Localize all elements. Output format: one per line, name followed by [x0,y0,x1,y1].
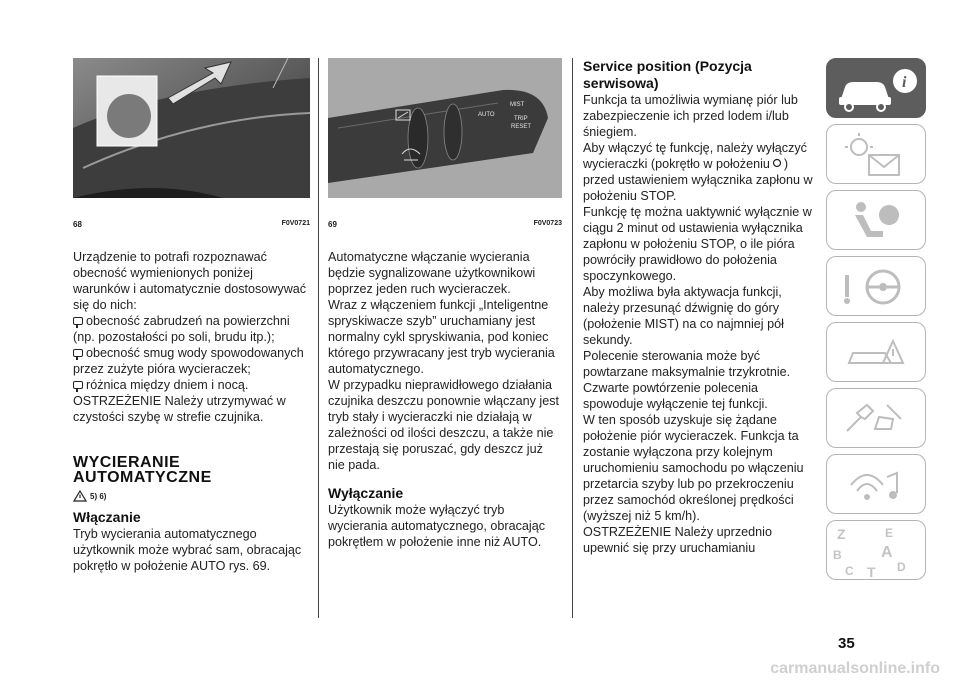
stalk-label-mist: MIST [510,102,525,108]
page-number: 35 [838,635,855,652]
tab-starting-driving[interactable] [826,256,926,316]
svg-text:Z: Z [837,526,846,542]
hood-illustration [73,58,310,198]
paragraph: W ten sposób uzyskuje się żądane położenie piór wycieraczek. Funkcja ta zostanie wyłączona przy kolejnym uruchomieniu samochodu po włączeniu przetarcia szyby lub po przekroczeniu przez samochód określonej prędkości (wyższej niż 5 km/h). [583,413,804,523]
figure-68-hood-sensor [73,58,310,198]
paragraph: Aby możliwa była aktywacja funkcji, należy przesunąć dźwignię do góry (położenie MIST) na co najmniej pół sekundy. [583,285,784,347]
maintenance-icon [827,389,927,449]
svg-text:C: C [845,564,854,578]
warning-references: 5) 6) [73,490,106,502]
middle-body-text [328,249,562,473]
tab-index[interactable] [826,520,926,580]
enable-text: Tryb wycierania automatycznego użytkownik może wybrać sam, obracając pokrętło w położenie AUTO rys. 69. [73,527,302,573]
section-title-line: AUTOMATYCZNE [73,469,212,486]
warning-paragraph: OSTRZEŻENIE Należy utrzymywać w czystości szybę w strefie czujnika. [73,394,286,424]
footer-watermark: carmanualsonline.info [770,660,940,677]
paragraph: Czwarte powtórzenie polecenia spowoduje wyłączenie tej funkcji. [583,381,768,411]
tab-warning-lights[interactable] [826,124,926,184]
stalk-label-reset: RESET [511,124,532,130]
airbag-seat-icon [827,191,927,251]
tab-car-info[interactable] [826,58,926,118]
disable-text: Użytkownik może wyłączyć tryb wycierania automatycznego, obracając pokrętłem w położenie inne niż AUTO. [328,503,546,549]
paragraph: W przypadku nieprawidłowego działania czujnika deszczu ponownie włączany jest tryb stały i wycieraczki nie działają w zależności od ilości deszczu, a także nie przestają się poruszać, gdy deszcz już nie pada. [328,378,560,472]
paragraph: Funkcję tę można uaktywnić wyłącznie w ciągu 2 minut od ustawienia wyłącznika zapłonu w położeniu STOP, o ile pióra powróciły prawidłowo do położenia spoczynkowego. [583,205,812,283]
figure-code: F0V0723 [533,220,562,227]
figure-69-wiper-stalk [328,58,562,198]
multimedia-icon [827,455,927,515]
right-body-text [583,92,819,556]
subheading-enable: Włączanie [73,509,141,525]
intro-paragraph: Urządzenie to potrafi rozpoznawać obecność wymienionych poniżej warunków i automatycznie dostosowywać się do nich: [73,250,307,312]
service-position-heading: Service position (Pozycja serwisowa) [583,58,752,91]
car-info-icon [827,59,927,119]
bullet-item: różnica między dniem i nocą. [73,377,310,393]
svg-text:i: i [902,74,907,91]
bullet-icon [73,349,83,357]
paragraph: Aby włączyć tę funkcję, należy wyłączyć wycieraczki (pokrętło w położeniu ) przed ustawieniem wyłącznika zapłonu w położeniu STOP. [583,141,813,203]
stalk-label-auto: AUTO [478,112,495,118]
tab-safety[interactable] [826,190,926,250]
bullet-item: obecność smug wody spowodowanych przez zużyte pióra wycieraczek; [73,346,304,376]
figure-number: 69 [328,220,337,229]
wiper-stalk-illustration [328,58,562,198]
paragraph: Funkcja ta umożliwia wymianę piór lub zabezpieczenie ich przed lodem i/lub śniegiem. [583,93,798,139]
figure-69-caption [328,220,562,232]
bullet-icon [73,317,83,325]
svg-text:A: A [881,544,893,561]
paragraph: Wraz z włączeniem funkcji „Inteligentne spryskiwacze szyb” uruchamiany jest normalny cykl spryskiwania, pod koniec którego przywracany jest tryb wycierania automatycznego. [328,298,555,376]
warning-lights-icon [827,125,927,185]
paragraph: Automatyczne włączanie wycierania będzie sygnalizowane użytkownikowi poprzez jeden ruch wycieraczek. [328,250,536,296]
index-icon [827,521,927,581]
svg-text:E: E [885,526,894,540]
tab-maintenance[interactable] [826,388,926,448]
column-divider [572,58,573,618]
hand-warning-icon [73,490,87,502]
figure-code: F0V0721 [281,220,310,227]
svg-text:B: B [833,548,842,562]
section-heading-block [73,455,310,485]
svg-text:T: T [867,564,876,580]
breakdown-icon [827,323,927,383]
bullet-icon [73,381,83,389]
paragraph: Polecenie sterowania może być powtarzane maksymalnie trzykrotnie. [583,349,791,379]
steering-wheel-icon [827,257,927,317]
svg-text:D: D [897,560,906,574]
tab-multimedia[interactable] [826,454,926,514]
column-divider [318,58,319,618]
figure-number: 68 [73,220,82,229]
tab-emergency[interactable] [826,322,926,382]
off-position-icon [771,158,783,168]
figure-68-caption [73,220,310,232]
paragraph: OSTRZEŻENIE Należy uprzednio upewnić się przy uruchamianiu [583,525,772,555]
bullet-item: obecność zabrudzeń na powierzchni (np. pozostałości po soli, brudu itp.); [73,314,290,344]
subheading-disable: Wyłączanie [328,485,404,501]
section-title-line: WYCIERANIE [73,454,181,471]
left-body-text [73,249,310,425]
stalk-label-trip: TRIP [514,116,528,122]
